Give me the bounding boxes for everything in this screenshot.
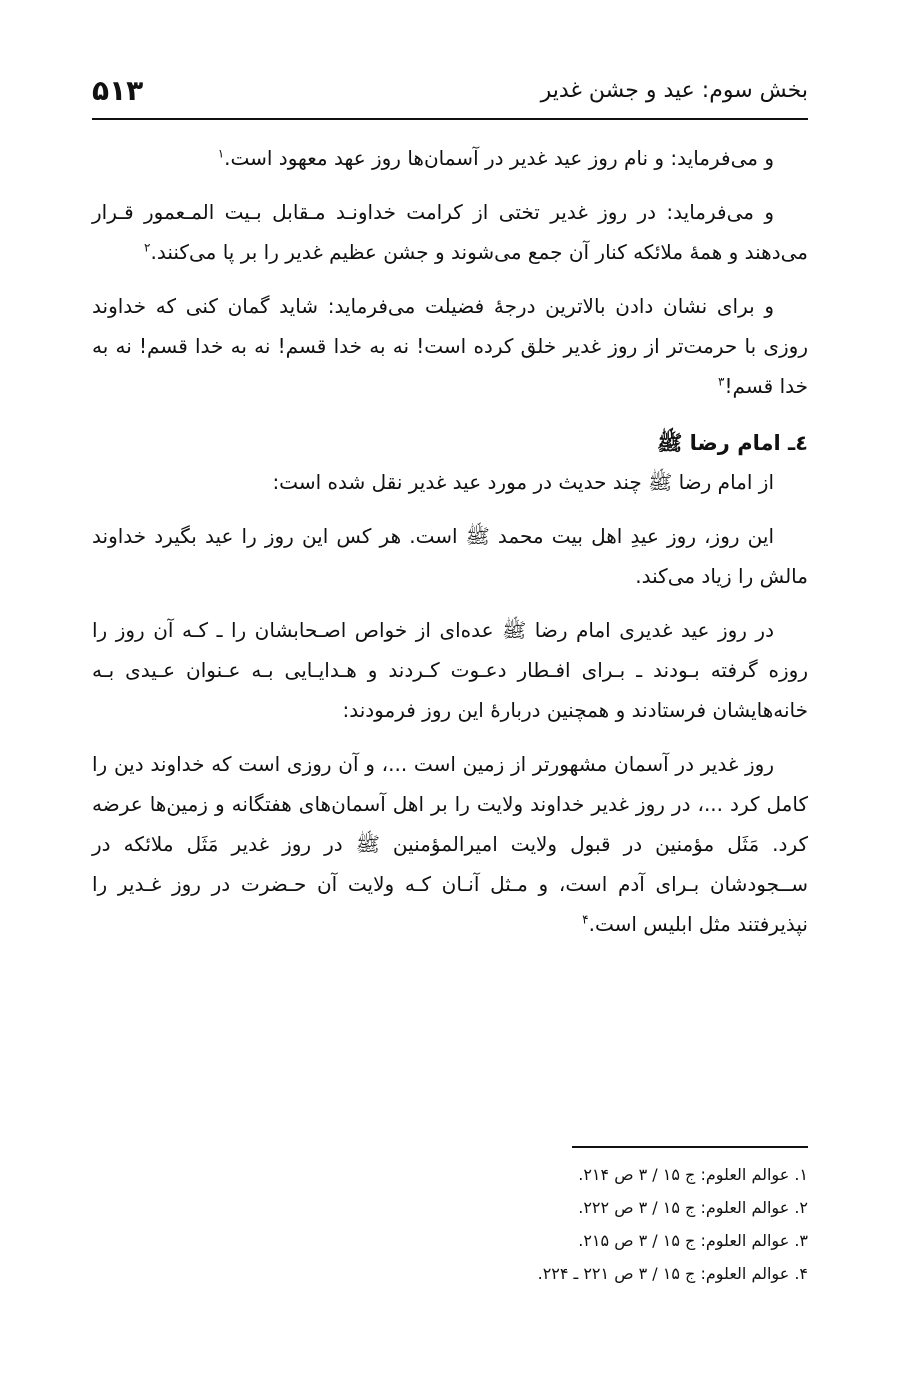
- paragraph-5: در روز عید غدیری امام رضا ﷺ عده‌ای از خواص اصـحابشان را ـ کـه آن روز را روزه گرفته بـودند ـ بـرای افـطار دعـوت کـردند و هـدایـایی بـه عـنوان عـیدی بـه خانه‌هایشان فرستادند و همچنین دربارهٔ این روز فرمودند:: [92, 618, 808, 722]
- page-body: [92, 128, 808, 958]
- running-header: [92, 62, 808, 120]
- footnote-1: ۱. عوالم العلوم: ج ۱۵ / ۳ ص ۲۱۴.: [578, 1165, 808, 1184]
- paragraph-2: و می‌فرماید: در روز غدیر تختی از کرامت خداونـد مـقابل بـیت المـعمور قـرار می‌دهند و همهٔ ملائکه کنار آن جمع می‌شوند و جشن عظیم غدیر را بر پا می‌کنند.$^۲$: [92, 200, 808, 264]
- footnote-ref-3: ۳: [718, 374, 725, 389]
- footnote-divider: [572, 1146, 808, 1148]
- paragraph-1: و می‌فرماید: و نام روز عید غدیر در آسمان‌ها روز عهد معهود است.$^۱$: [217, 146, 774, 170]
- paragraph-3: و برای نشان دادن بالاترین درجهٔ فضیلت می‌فرماید: شاید گمان کنی که خداوند روزی با حرمت‌تر از روز غدیر خلق کرده است! نه به خدا قسم! نه به خدا قسم! نه به خدا قسم!$^۳$: [92, 294, 808, 398]
- footnote-3: ۳. عوالم العلوم: ج ۱۵ / ۳ ص ۲۱۵.: [578, 1231, 808, 1250]
- footnote-2: ۲. عوالم العلوم: ج ۱۵ / ۳ ص ۲۲۲.: [578, 1198, 808, 1217]
- page-number: ۵۱۳: [92, 73, 144, 107]
- footnote-ref-4: ۴: [582, 912, 589, 927]
- footnote-ref-2: ۲: [144, 240, 151, 255]
- chapter-title: بخش سوم: عید و جشن غدیر: [540, 77, 808, 103]
- paragraph-4: این روز، روز عیدِ اهل بیت محمد ﷺ است. هر کس این روز را عید بگیرد خداوند مالش را زیاد می‌کند.: [92, 524, 808, 588]
- paragraph-6: روز غدیر در آسمان مشهورتر از زمین است ...، و آن روزی است که خداوند دین را کامل کرد ...، در روز غدیر خداوند ولایت را بر اهل آسمان‌های هفتگانه و زمین‌ها عرضه کرد. مَثَل مؤمنین در قبول ولایت امیرالمؤمنین ﷺ در روز غدیر مَثَل ملائکه در ســجودشان بـرای آدم است، و مـثل آنـان کـه ولایت آن حـضرت در روز غـدیر را نپذیرفتند مثل ابلیس است.$^۴$: [92, 752, 808, 936]
- footnote-4: ۴. عوالم العلوم: ج ۱۵ / ۳ ص ۲۲۱ ـ ۲۲۴.: [537, 1264, 808, 1283]
- footnote-ref-1: ۱: [217, 146, 225, 161]
- footnotes: [92, 1158, 808, 1290]
- section-intro: از امام رضا ﷺ چند حدیث در مورد عید غدیر نقل شده است:: [272, 470, 774, 494]
- section-heading: ٤ـ امام رضا ﷺ: [656, 431, 808, 455]
